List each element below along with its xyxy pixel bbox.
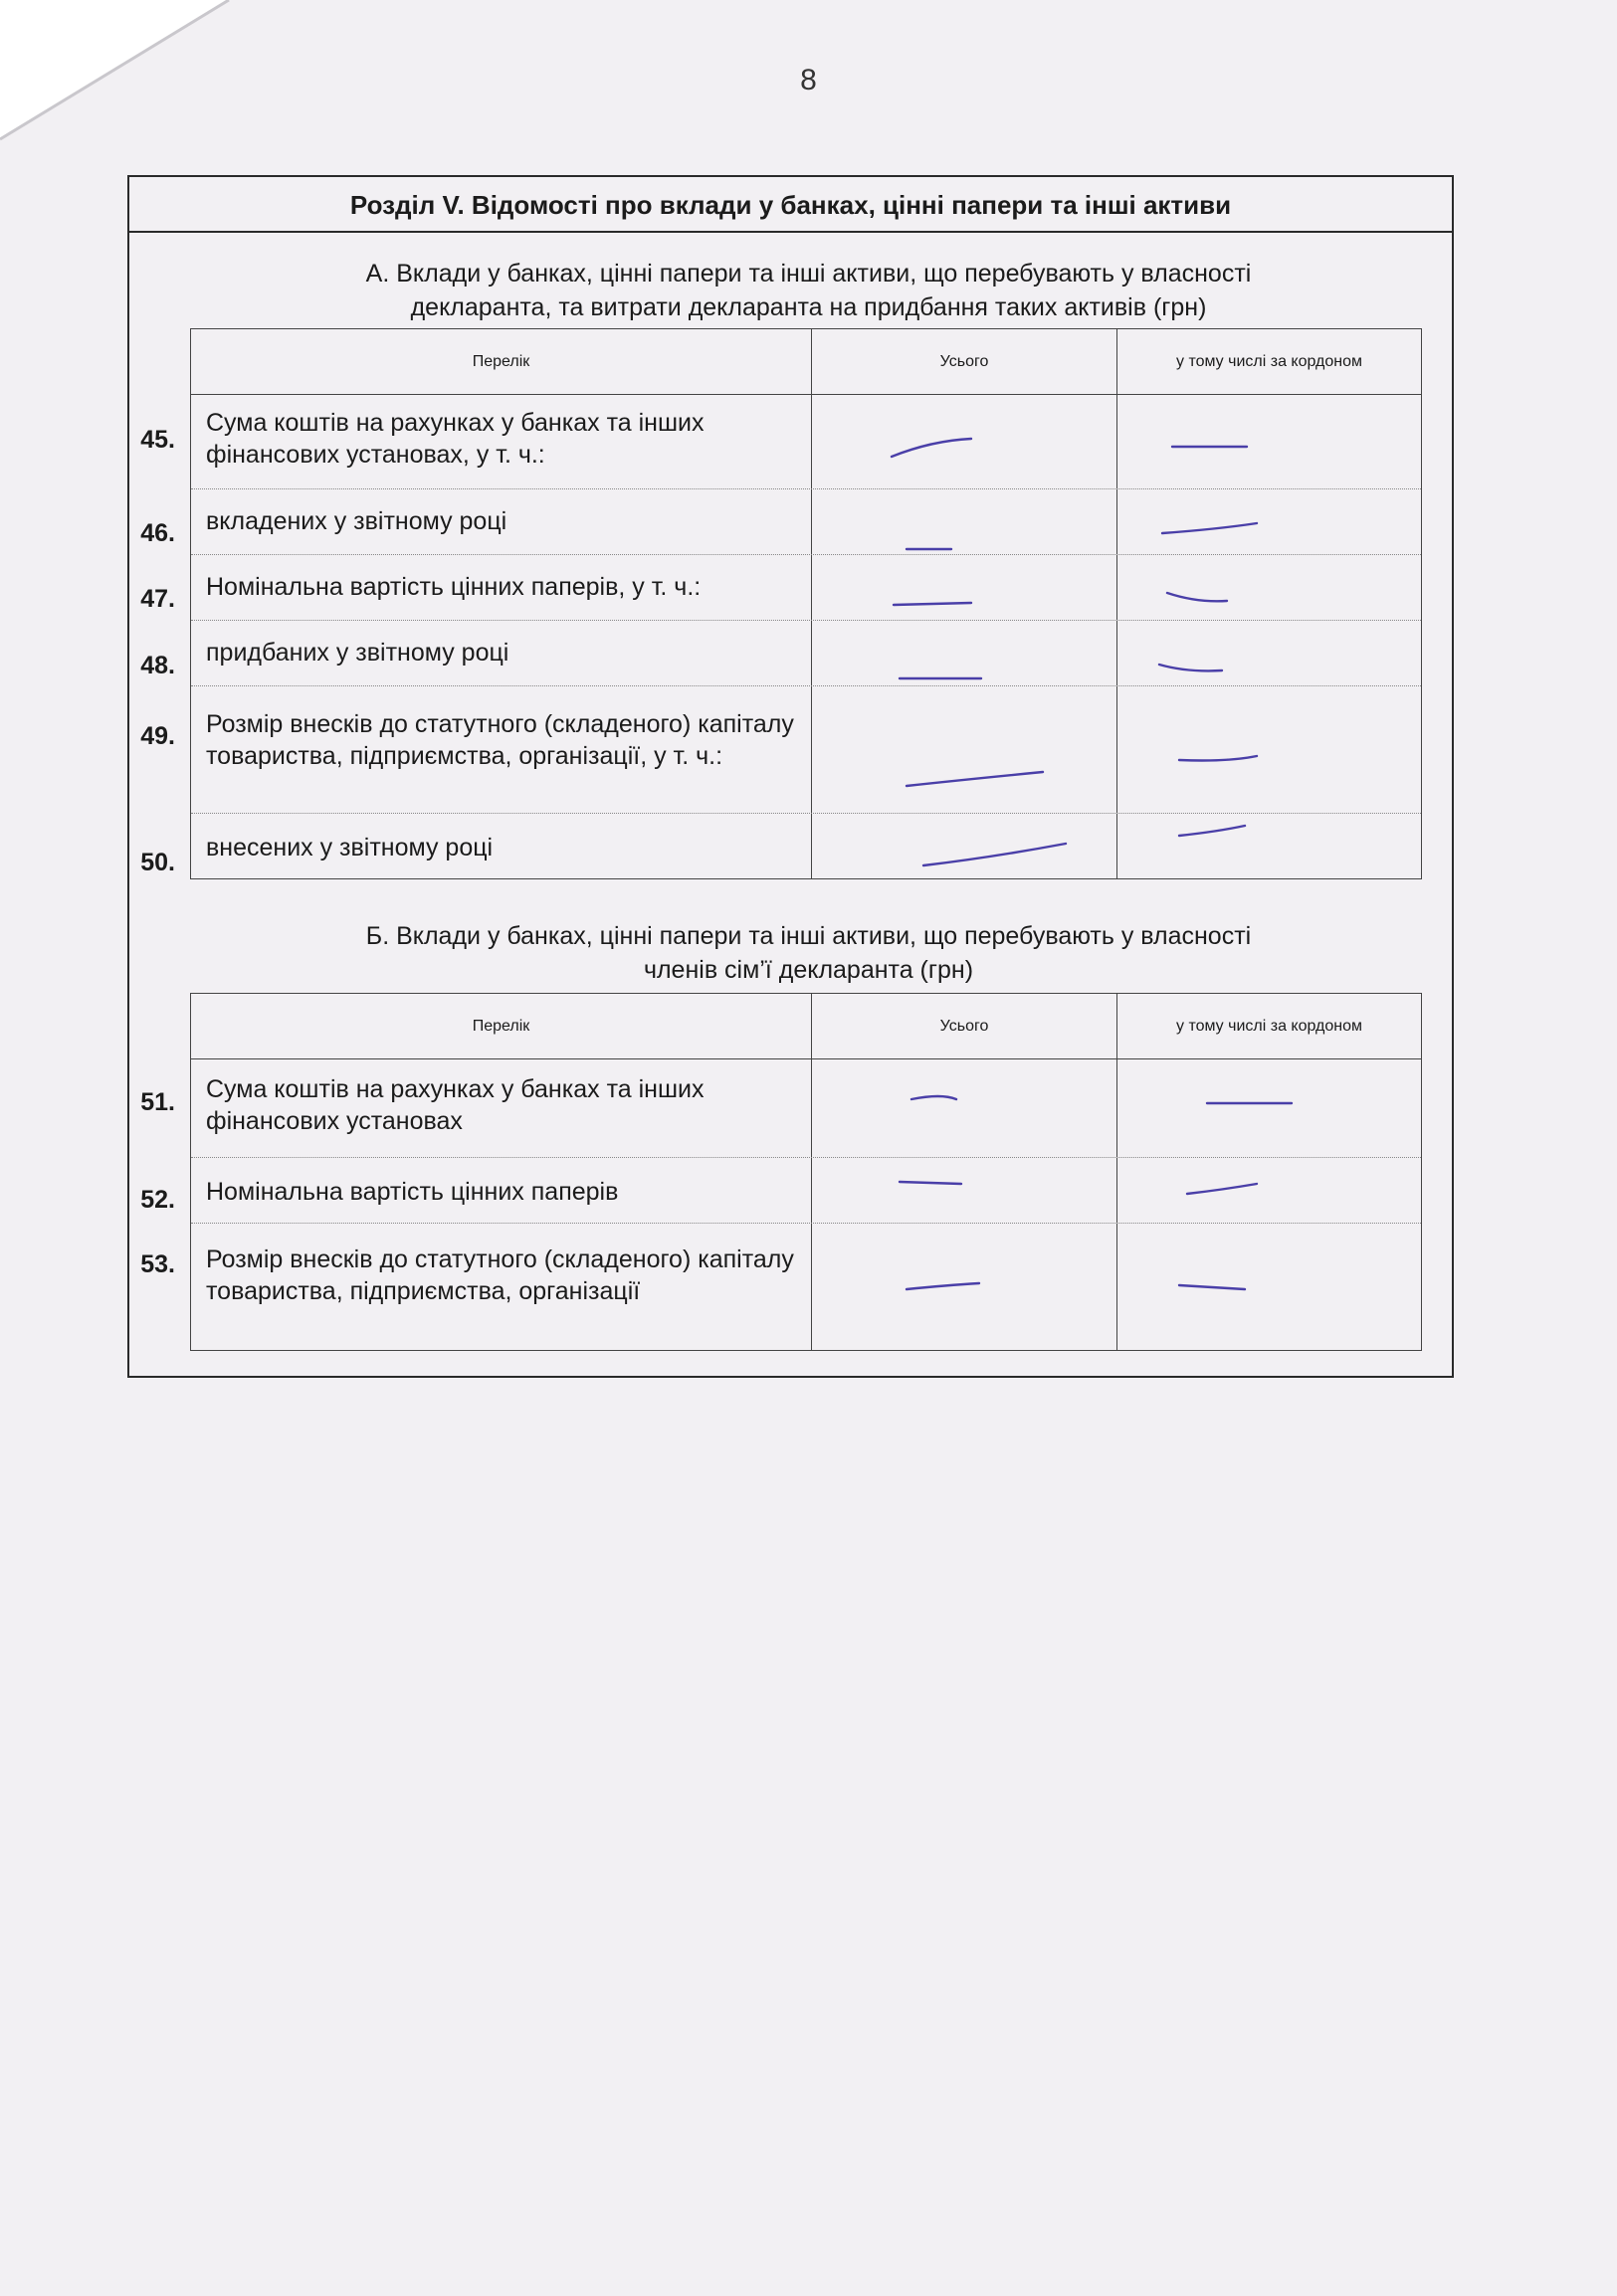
abroad-cell — [1116, 1059, 1421, 1157]
row-number: 48. — [140, 652, 175, 679]
table-row — [191, 488, 1421, 554]
abroad-cell — [1116, 489, 1421, 554]
row-label: Номінальна вартість цінних паперів, у т. ч.: — [206, 573, 702, 601]
section-title: Розділ V. Відомості про вклади у банках, цінні папери та інші активи — [129, 177, 1452, 233]
row-number: 46. — [140, 519, 175, 547]
row-number: 49. — [140, 722, 175, 750]
row-label: Розмір внесків до статутного (складеного) капіталу товариства, підприємства, організації, у т. ч.: — [206, 710, 794, 770]
row-number: 50. — [140, 849, 175, 876]
row-label: внесених у звітному році — [206, 834, 494, 861]
table-row — [191, 685, 1421, 813]
part-b-heading-line2: членів сім’ї декларанта (грн) — [643, 956, 974, 984]
part-a-heading-line2: декларанта, та витрати декларанта на придбання таких активів (грн) — [410, 293, 1207, 321]
ink-dash-mark — [1117, 1224, 1421, 1350]
total-cell — [811, 621, 1116, 685]
abroad-cell — [1116, 686, 1421, 813]
table-row — [191, 1059, 1421, 1157]
total-cell — [811, 555, 1116, 620]
row-label: Розмір внесків до статутного (складеного) капіталу товариства, підприємства, організації — [206, 1245, 794, 1305]
ink-dash-mark — [1117, 814, 1421, 878]
column-header-abroad: у тому числі за кордоном — [1116, 329, 1421, 394]
ink-dash-mark — [1117, 1059, 1421, 1157]
row-label: Сума коштів на рахунках у банках та інших фінансових установах, у т. ч.: — [206, 409, 705, 469]
column-header-list: Перелік — [472, 352, 530, 370]
abroad-cell — [1116, 814, 1421, 878]
ink-dash-mark — [812, 1224, 1116, 1350]
row-label: вкладених у звітному році — [206, 507, 507, 535]
part-b-table — [190, 993, 1422, 1351]
table-row — [191, 620, 1421, 685]
ink-dash-mark — [1117, 395, 1421, 488]
abroad-header: у тому числі за кордоном — [1116, 994, 1421, 1058]
table-row — [191, 395, 1421, 488]
table-row — [191, 554, 1421, 620]
ink-dash-mark — [812, 555, 1116, 620]
row-number: 52. — [140, 1186, 175, 1214]
column-header-total: Усього — [811, 994, 1116, 1058]
part-a-heading-line1: А. Вклади у банках, цінні папери та інші активи, що перебувають у власності — [365, 260, 1252, 287]
abroad-cell — [1116, 1224, 1421, 1350]
column-header-total: Усього — [811, 329, 1116, 394]
table-row — [191, 1157, 1421, 1223]
table-row — [191, 813, 1421, 878]
ink-dash-mark — [812, 489, 1116, 554]
part-a-table — [190, 328, 1422, 879]
ink-dash-mark — [812, 1158, 1116, 1223]
row-label: Сума коштів на рахунках у банках та інших фінансових установах — [206, 1075, 705, 1135]
abroad-cell — [1116, 1158, 1421, 1223]
abroad-cell — [1116, 395, 1421, 488]
total-cell — [811, 814, 1116, 878]
ink-dash-mark — [1117, 1158, 1421, 1223]
abroad-cell — [1116, 621, 1421, 685]
page-number: 8 — [800, 64, 817, 96]
table-header-row — [191, 329, 1421, 395]
ink-dash-mark — [1117, 555, 1421, 620]
row-label: Номінальна вартість цінних паперів — [206, 1178, 619, 1206]
total-cell — [811, 686, 1116, 813]
table-row — [191, 1223, 1421, 1350]
table-header-row — [191, 994, 1421, 1059]
bleed-through-text — [229, 1512, 1423, 1546]
ink-dash-mark — [812, 395, 1116, 488]
ink-dash-mark — [812, 621, 1116, 685]
ink-dash-mark — [812, 814, 1116, 878]
row-number: 45. — [140, 426, 175, 454]
row-number: 47. — [140, 585, 175, 613]
ink-dash-mark — [1117, 621, 1421, 685]
total-cell — [811, 1158, 1116, 1223]
ink-dash-mark — [812, 1059, 1116, 1157]
total-cell — [811, 395, 1116, 488]
abroad-cell — [1116, 555, 1421, 620]
part-b-heading-line1: Б. Вклади у банках, цінні папери та інші активи, що перебувають у власності — [365, 922, 1252, 950]
row-label: придбаних у звітному році — [206, 639, 509, 667]
ink-dash-mark — [1117, 489, 1421, 554]
total-cell — [811, 1059, 1116, 1157]
total-cell — [811, 1224, 1116, 1350]
ink-dash-mark — [812, 686, 1116, 813]
row-number: 51. — [140, 1088, 175, 1116]
row-number: 53. — [140, 1250, 175, 1278]
total-cell — [811, 489, 1116, 554]
ink-dash-mark — [1117, 686, 1421, 813]
column-header-list: Перелік — [472, 1017, 530, 1035]
